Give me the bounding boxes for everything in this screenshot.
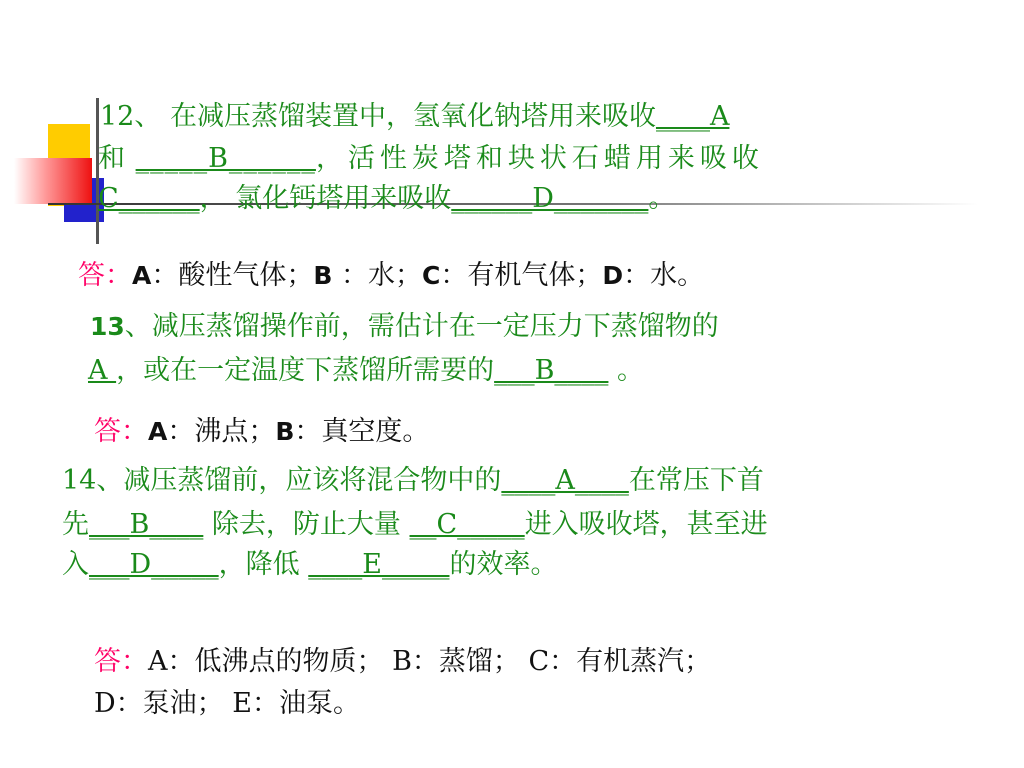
a12-value-c: 有机气体； [467,260,603,291]
a12-value-b: 水； [368,260,423,291]
q14-blank-a: ____A____ [501,465,629,496]
a12-key-a: A [132,261,152,290]
q12-blank-a: ____A [655,101,730,132]
q12-line3 [98,176,675,222]
q12-line3-text: ， 氯化钙塔用来吸收 [199,183,452,214]
q14-blank-d: ___D_____ [89,549,219,580]
q14-line2-text: 除去，防止大量 [203,509,410,540]
q12-line1 [100,94,729,140]
q12-blank-b: _____B______ [135,143,316,174]
a12-sep-d: ： [623,260,651,291]
q14-line3 [62,542,557,588]
q12-blank-c: C______ [98,183,200,214]
a14-line1-text: A：低沸点的物质； B：蒸馏； C：有机蒸汽； [148,646,712,677]
q13-blank-b: ___B____ [494,355,609,386]
q14-line3-text: ，降低 [218,549,309,580]
a13-key-a: A [148,417,168,446]
q14-blank-b: ___B____ [89,509,204,540]
q14-line2-prefix: 先 [62,509,89,540]
q12-line2-text: ，活性炭塔和块状石蜡用来吸收 [315,143,764,174]
red-gradient-decoration [14,158,92,204]
a12-key-d: D [602,261,624,290]
a13-label: 答： [94,416,148,447]
a13-answer [94,410,429,454]
a13-key-b: B [275,417,295,446]
q12-line2-prefix: 和 [98,143,136,174]
q13-line1 [90,304,719,350]
a14-line2-text: D：泵油； E：油泵。 [94,688,360,719]
a12-answer [78,254,704,298]
a12-key-b: B [313,261,333,290]
q14-line3-end: 的效率。 [449,549,558,580]
q14-blank-c: __C_____ [409,509,525,540]
q14-line2-end: 进入吸收塔，甚至进 [524,509,768,540]
a14-answer-line1 [94,640,711,684]
a12-sep-a: ： [151,260,179,291]
q13-line1-text: 、减压蒸馏操作前，需估计在一定压力下蒸馏物的 [124,311,719,342]
a13-sep-b: ： [294,416,322,447]
q12-line1-text: 12、 在减压蒸馏装置中，氢氧化钠塔用来吸收 [100,101,656,132]
q12-blank-d: ______D_______ [451,183,649,214]
a14-answer-line2 [94,682,360,726]
a13-value-a: 沸点； [194,416,276,447]
a12-sep-c: ： [440,260,468,291]
a13-value-b: 真空度。 [321,416,430,447]
q13-blank-a: A [88,355,117,386]
q13-line2-text: ，或在一定温度下蒸馏所需要的 [116,355,495,386]
a12-sep-b: ： [332,260,369,291]
a12-key-c: C [422,261,441,290]
a12-value-a: 酸性气体； [178,260,314,291]
a13-sep-a: ： [167,416,195,447]
a12-label: 答： [78,260,132,291]
q14-line3-prefix: 入 [62,549,89,580]
q14-line1-text: 14、减压蒸馏前，应该将混合物中的 [62,465,502,496]
q13-line2 [88,348,644,394]
q14-blank-e: ____E_____ [308,549,450,580]
a14-label: 答： [94,646,148,677]
q14-line1 [62,458,764,504]
a12-value-d: 水。 [650,260,705,291]
q12-line3-end: 。 [648,183,676,214]
q13-number: 13 [90,312,125,341]
q13-line2-end: 。 [608,355,645,386]
q14-line1-end: 在常压下首 [628,465,764,496]
